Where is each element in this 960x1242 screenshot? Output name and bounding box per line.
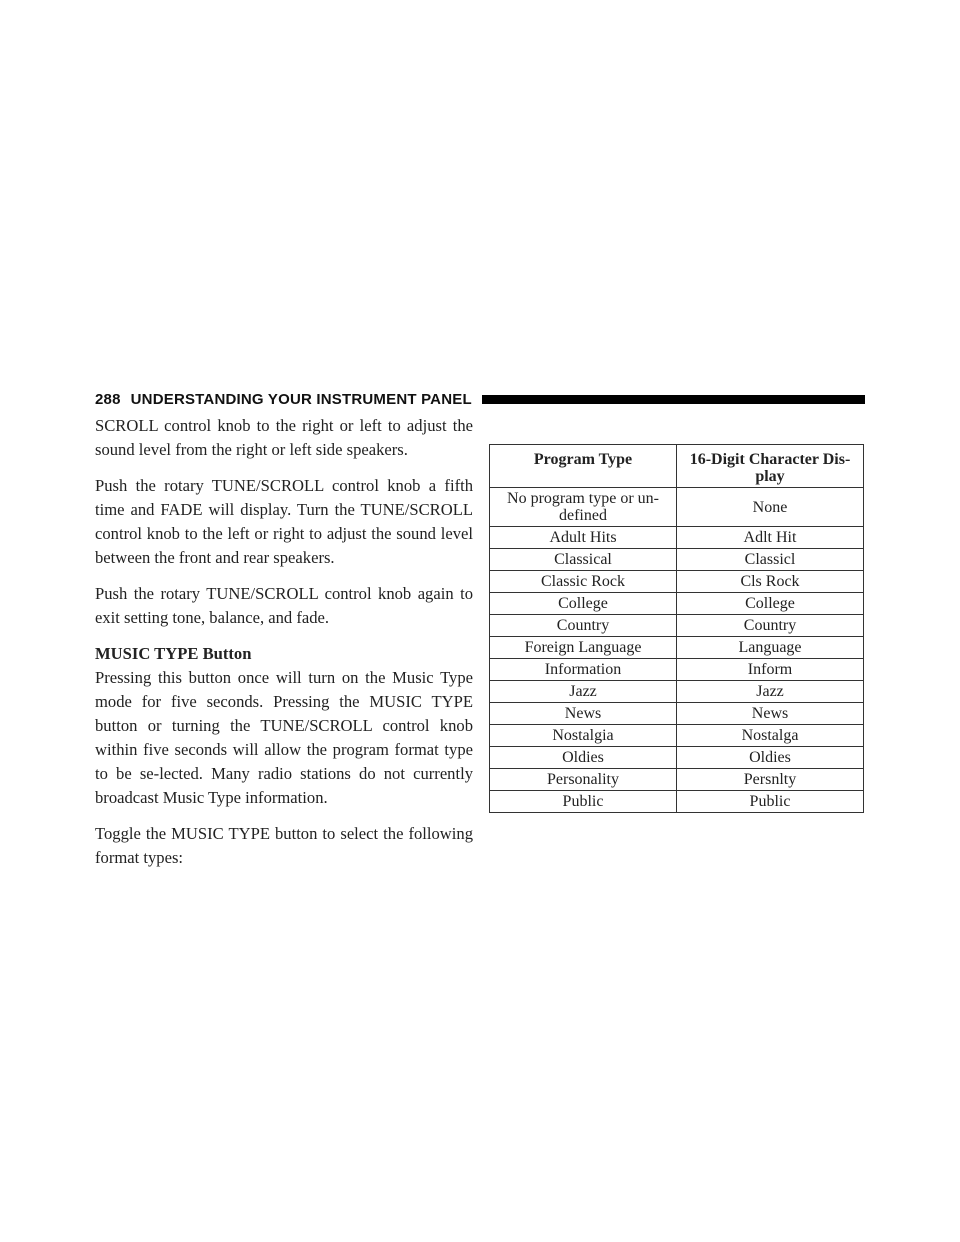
table-row: [490, 703, 864, 725]
table-row: [490, 488, 864, 527]
display-cell: Oldies: [677, 747, 864, 769]
display-cell: Classicl: [677, 549, 864, 571]
page-header: [95, 388, 865, 410]
display-cell: Inform: [677, 659, 864, 681]
column-header-program-type: Program Type: [490, 445, 677, 488]
table-row: [490, 769, 864, 791]
program-type-cell: Classic Rock: [490, 571, 677, 593]
program-type-cell: No program type or un-defined: [490, 488, 677, 527]
program-type-cell: Public: [490, 791, 677, 813]
display-cell: Jazz: [677, 681, 864, 703]
program-type-cell: News: [490, 703, 677, 725]
paragraph-fade: Push the rotary TUNE/SCROLL control knob a fifth time and FADE will display. Turn the TUNE/SCROLL control knob to the left or right to adjust the sound level between the front and rear speakers.: [95, 476, 473, 567]
table-row: [490, 725, 864, 747]
table-row: [490, 527, 864, 549]
program-type-cell: Personality: [490, 769, 677, 791]
program-type-cell: Foreign Language: [490, 637, 677, 659]
header-rule: [482, 395, 865, 404]
display-cell: Persnlty: [677, 769, 864, 791]
paragraph-toggle: Toggle the MUSIC TYPE button to select the following format types:: [95, 824, 473, 867]
display-cell: Public: [677, 791, 864, 813]
section-title: UNDERSTANDING YOUR INSTRUMENT PANEL: [130, 390, 472, 408]
display-cell: News: [677, 703, 864, 725]
paragraph-scroll-balance: SCROLL control knob to the right or left to adjust the sound level from the right or left side speakers.: [95, 416, 473, 459]
column-header-character-display: 16-Digit Character Dis-play: [677, 445, 864, 488]
music-type-heading: MUSIC TYPE Button: [95, 644, 252, 663]
display-cell: Country: [677, 615, 864, 637]
display-cell: None: [677, 488, 864, 527]
display-cell: Language: [677, 637, 864, 659]
body-text-column: [95, 414, 473, 870]
table-header-row: [490, 445, 864, 488]
program-type-table: [489, 444, 864, 813]
table-row: [490, 681, 864, 703]
paragraph-exit-setting: Push the rotary TUNE/SCROLL control knob again to exit setting tone, balance, and fade.: [95, 584, 473, 627]
program-type-cell: Nostalgia: [490, 725, 677, 747]
program-type-cell: College: [490, 593, 677, 615]
program-type-cell: Jazz: [490, 681, 677, 703]
paragraph-music-type: Pressing this button once will turn on the Music Type mode for five seconds. Pressing the MUSIC TYPE button or turning the TUNE/SCROLL control knob within five seconds will allow the program format type to be se-lected. Many radio stations do not currently broadcast Music Type information.: [95, 668, 473, 807]
table-row: [490, 637, 864, 659]
display-cell: Nostalga: [677, 725, 864, 747]
display-cell: College: [677, 593, 864, 615]
table-row: [490, 549, 864, 571]
table-row: [490, 747, 864, 769]
table-row: [490, 571, 864, 593]
table-row: [490, 615, 864, 637]
display-cell: Cls Rock: [677, 571, 864, 593]
program-type-cell: Country: [490, 615, 677, 637]
program-type-cell: Oldies: [490, 747, 677, 769]
program-type-cell: Adult Hits: [490, 527, 677, 549]
table-row: [490, 659, 864, 681]
display-cell: Adlt Hit: [677, 527, 864, 549]
page-number: 288: [95, 390, 121, 408]
table-row: [490, 791, 864, 813]
program-type-cell: Information: [490, 659, 677, 681]
program-type-cell: Classical: [490, 549, 677, 571]
table-row: [490, 593, 864, 615]
